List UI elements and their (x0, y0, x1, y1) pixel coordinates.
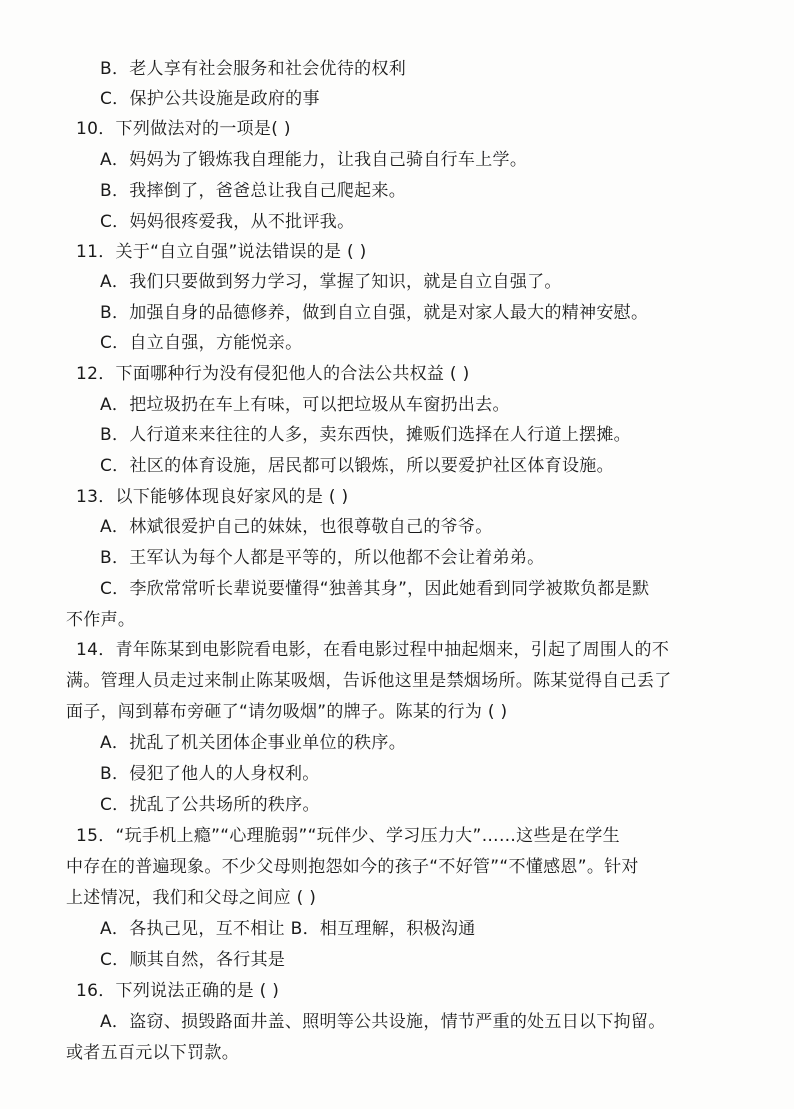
q13-option-c-cont: 不作声。 (66, 610, 136, 630)
q9-option-b: B．老人享有社会服务和社会优待的权利 (100, 59, 407, 79)
q16-option-a: A．盗窃、损毁路面井盖、照明等公共设施，情节严重的处五日以下拘留。 (100, 1012, 666, 1032)
q9-option-c: C．保护公共设施是政府的事 (100, 89, 320, 109)
q14-option-b: B．侵犯了他人的人身权利。 (100, 764, 320, 784)
q11-option-b: B．加强自身的品德修养，做到自立自强，就是对家人最大的精神安慰。 (100, 303, 649, 323)
q12-option-a: A．把垃圾扔在车上有味，可以把垃圾从车窗扔出去。 (100, 395, 510, 415)
q10-stem: 10．下列做法对的一项是( ) (76, 119, 291, 139)
q14-option-a: A．扰乱了机关团体企事业单位的秩序。 (100, 733, 407, 753)
q14-option-c: C．扰乱了公共场所的秩序。 (100, 795, 320, 815)
q16-option-a-cont: 或者五百元以下罚款。 (66, 1043, 239, 1063)
q10-option-a: A．妈妈为了锻炼我自理能力，让我自己骑自行车上学。 (100, 150, 528, 170)
q13-stem: 13．以下能够体现良好家风的是 ( ) (76, 487, 349, 507)
q14-stem-cont-2: 面子，闯到幕布旁砸了“请勿吸烟”的牌子。陈某的行为 ( ) (66, 702, 508, 722)
q15-stem-cont-2: 上述情况，我们和父母之间应 ( ) (66, 888, 317, 908)
q12-option-c: C．社区的体育设施，居民都可以锻炼，所以要爱护社区体育设施。 (100, 456, 614, 476)
q12-option-b: B．人行道来来往往的人多，卖东西快，摊贩们选择在人行道上摆摊。 (100, 425, 631, 445)
q11-option-c: C．自立自强，方能悦亲。 (100, 333, 303, 353)
q13-option-a: A．林斌很爱护自己的妹妹，也很尊敬自己的爷爷。 (100, 517, 493, 537)
q14-stem-cont-1: 满。管理人员走过来制止陈某吸烟，告诉他这里是禁烟场所。陈某觉得自己丢了 (66, 671, 672, 691)
q13-option-c: C．李欣常常听长辈说要懂得“独善其身”，因此她看到同学被欺负都是默 (100, 579, 650, 599)
q15-stem: 15．“玩手机上瘾”“心理脆弱”“玩伴少、学习压力大”……这些是在学生 (76, 826, 620, 846)
q14-stem: 14．青年陈某到电影院看电影，在看电影过程中抽起烟来，引起了周围人的不 (76, 640, 670, 660)
q11-stem: 11．关于“自立自强”说法错误的是 ( ) (76, 242, 367, 262)
q12-stem: 12．下面哪种行为没有侵犯他人的合法公共权益 ( ) (76, 364, 470, 384)
q15-option-c: C．顺其自然，各行其是 (100, 950, 286, 970)
q15-options-ab: A．各执己见，互不相让 B．相互理解，积极沟通 (100, 919, 476, 939)
q11-option-a: A．我们只要做到努力学习，掌握了知识，就是自立自强了。 (100, 272, 562, 292)
q10-option-c: C．妈妈很疼爱我，从不批评我。 (100, 212, 355, 232)
q15-stem-cont-1: 中存在的普遍现象。不少父母则抱怨如今的孩子“不好管”“不懂感恩”。针对 (66, 857, 639, 877)
q10-option-b: B．我摔倒了，爸爸总让我自己爬起来。 (100, 181, 407, 201)
q16-stem: 16．下列说法正确的是 ( ) (76, 981, 280, 1001)
q13-option-b: B．王军认为每个人都是平等的，所以他都不会让着弟弟。 (100, 548, 545, 568)
